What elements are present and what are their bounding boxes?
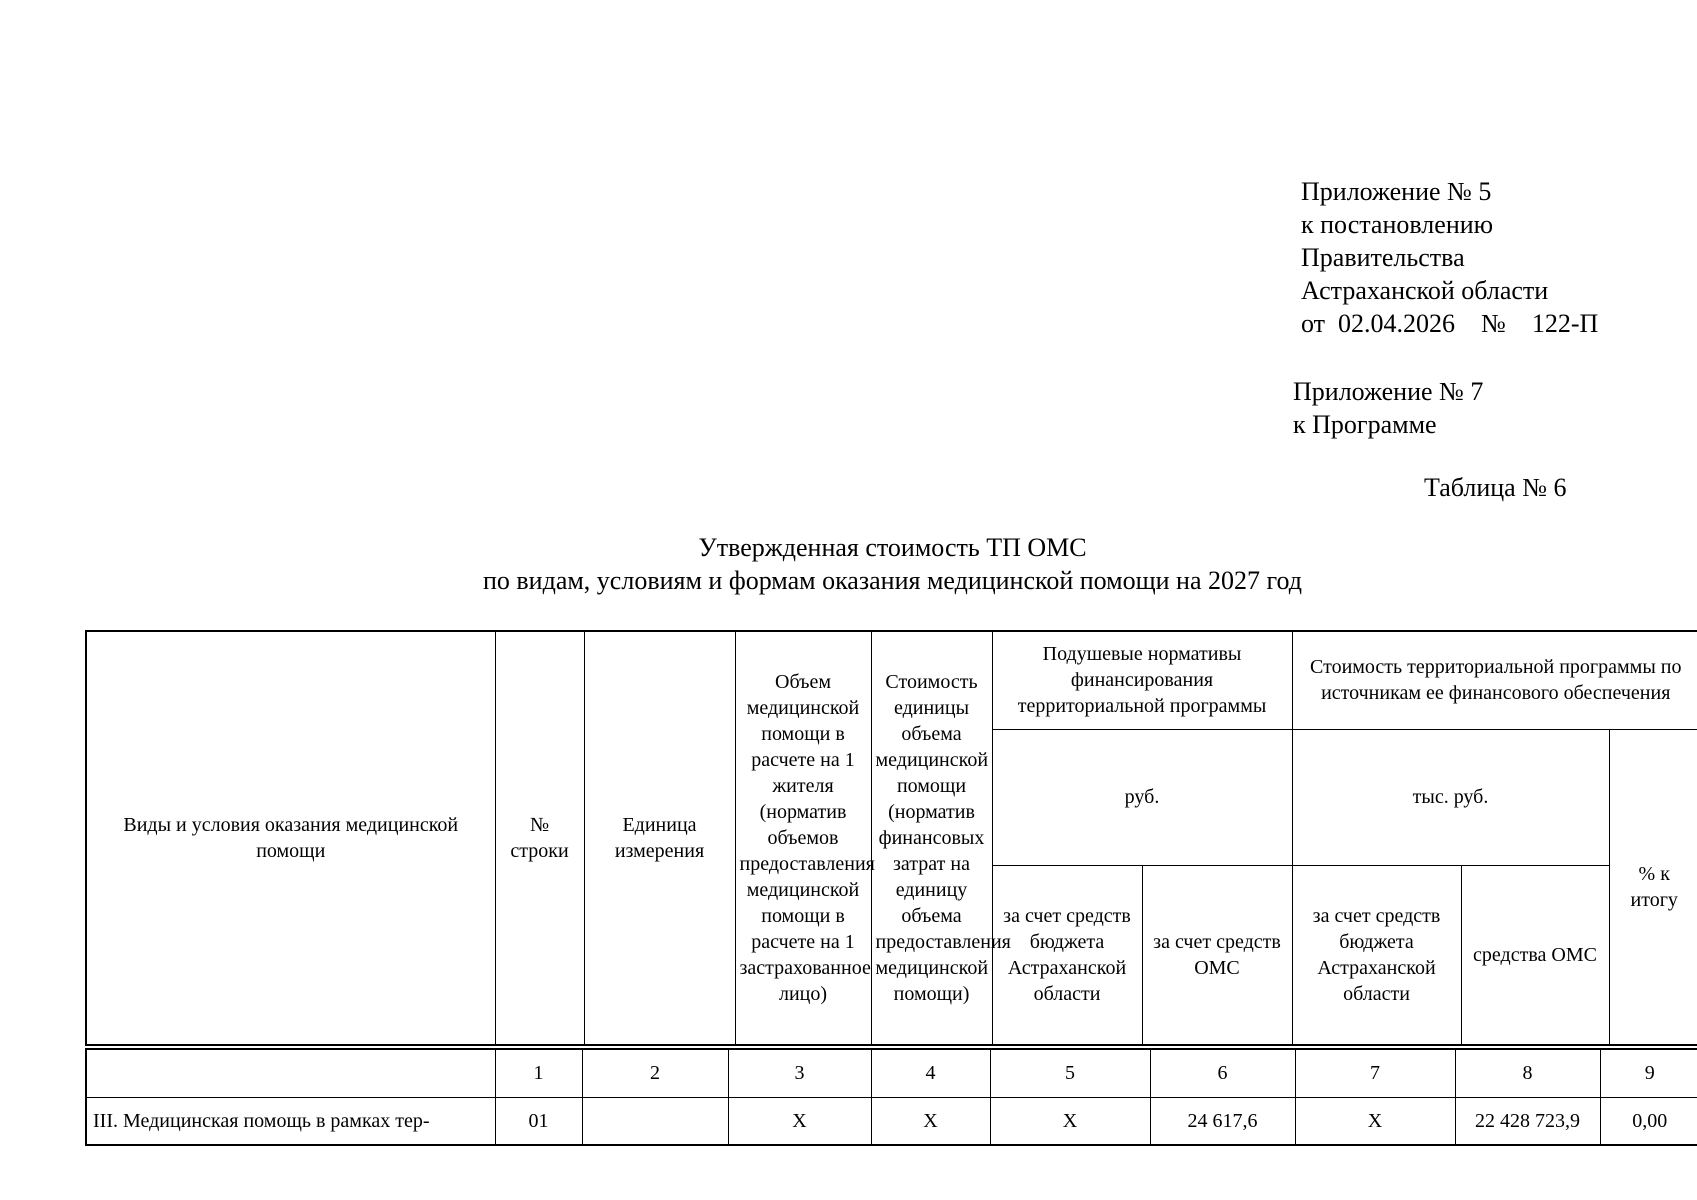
numbering-cell: 6	[1150, 1049, 1295, 1097]
appendix-5-line: Приложение № 5	[1301, 177, 1492, 206]
title-line-1: Утвержденная стоимость ТП ОМС	[698, 533, 1087, 562]
header-cost-budget: за счет средств бюджета Астраханской области	[1292, 866, 1461, 1046]
row-per-capita-oms: 24 617,6	[1150, 1097, 1295, 1145]
header-per-capita-oms: за счет средств ОМС	[1142, 866, 1292, 1046]
appendix-7-block	[1293, 375, 1483, 441]
appendix-7-line: к Программе	[1293, 410, 1437, 439]
numbering-cell: 7	[1295, 1049, 1455, 1097]
numbering-cell	[86, 1049, 495, 1097]
appendix-7-line: Приложение № 7	[1293, 377, 1484, 406]
row-volume: Х	[728, 1097, 871, 1145]
appendix-5-line: Правительства	[1301, 243, 1465, 272]
numbering-cell: 4	[871, 1049, 990, 1097]
header-percent: % к итогу	[1609, 729, 1697, 1045]
header-unit: Единица измерения	[584, 631, 735, 1045]
header-unit-cost: Стоимость единицы объема медицинской помощи (норматив финансовых затрат на единицу объема предоставления медицинской помощи)	[871, 631, 992, 1045]
row-cost-budget: Х	[1295, 1097, 1455, 1145]
numbering-cell: 9	[1600, 1049, 1697, 1097]
row-unit-cost: Х	[871, 1097, 990, 1145]
header-per-capita-group: Подушевые нормативы финансирования территориальной программы	[992, 631, 1292, 729]
row-per-capita-budget: Х	[990, 1097, 1150, 1145]
header-cost-group: Стоимость территориальной программы по источникам ее финансового обеспечения	[1292, 631, 1697, 729]
header-unit-thousand-rub: тыс. руб.	[1292, 729, 1609, 866]
header-unit-rub: руб.	[992, 729, 1292, 866]
row-name: III. Медицинская помощь в рамках тер-	[86, 1097, 495, 1145]
numbering-cell: 3	[728, 1049, 871, 1097]
table-label: Таблица № 6	[1424, 473, 1567, 502]
appendix-5-line: к постановлению	[1301, 210, 1494, 239]
header-table	[85, 630, 1697, 1046]
row-unit	[582, 1097, 728, 1145]
header-line-number: № строки	[495, 631, 584, 1045]
document-title	[0, 531, 1697, 597]
numbering-cell: 8	[1455, 1049, 1600, 1097]
table-row	[86, 1097, 1697, 1145]
appendix-5-line: от 02.04.2026 № 122-П	[1301, 309, 1599, 338]
row-cost-oms: 22 428 723,9	[1455, 1097, 1600, 1145]
title-line-2: по видам, условиям и формам оказания медицинской помощи на 2027 год	[482, 566, 1302, 595]
header-per-capita-budget: за счет средств бюджета Астраханской области	[992, 866, 1142, 1046]
numbering-cell: 1	[495, 1049, 582, 1097]
row-line-number: 01	[495, 1097, 582, 1145]
numbering-cell: 2	[582, 1049, 728, 1097]
numbering-cell: 5	[990, 1049, 1150, 1097]
appendix-5-line: Астраханской области	[1301, 276, 1549, 305]
appendix-5-block	[1301, 175, 1598, 340]
header-volume: Объем медицинской помощи в расчете на 1 жителя (норматив объемов предоставления медицинской помощи в расчете на 1 застрахованное лицо)	[735, 631, 871, 1045]
numbering-row	[86, 1049, 1697, 1097]
header-cost-oms: средства ОМС	[1461, 866, 1609, 1046]
row-percent: 0,00	[1600, 1097, 1697, 1145]
data-table	[85, 1048, 1697, 1146]
header-types-conditions: Виды и условия оказания медицинской помощи	[86, 631, 495, 1045]
